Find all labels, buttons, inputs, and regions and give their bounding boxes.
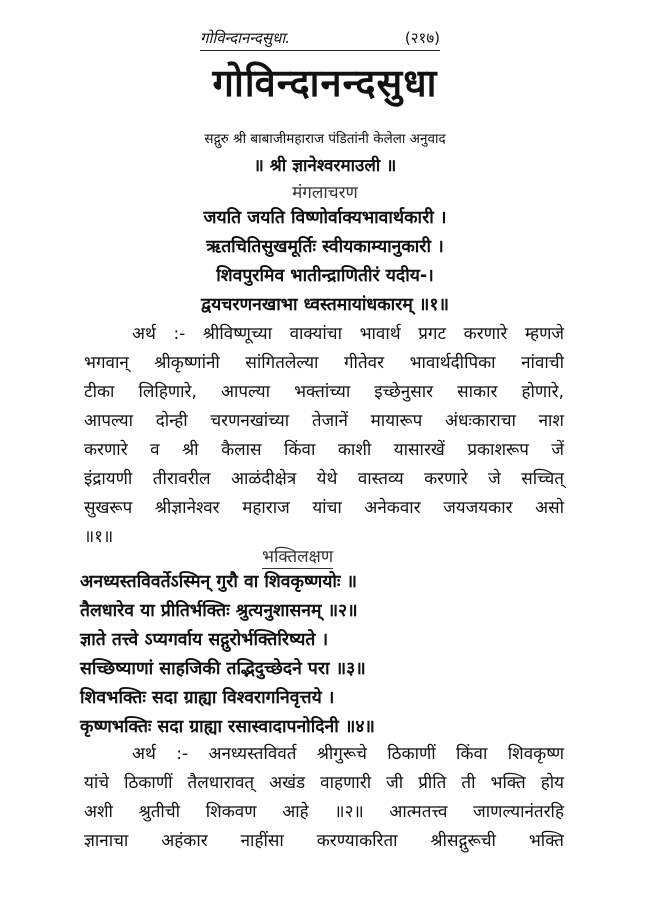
prose-line: करणारे व श्री कैलास किंवा काशी यासारखें प्रकाशरूप जें: [84, 440, 564, 460]
verse-line: द्वयचरणनखाभा ध्वस्तमायांधकारम् ॥१॥: [201, 295, 449, 315]
verse-line: ऋतचितिसुखमूर्तिः स्वीयकाम्यानुकारी ।: [206, 237, 444, 257]
verse-line: तैलधारेव या प्रीतिर्भक्तिः श्रुत्यनुशासनम् ॥२॥: [80, 601, 358, 621]
bhaktilakshan-verses: [80, 568, 580, 742]
verse-line: शिवपुरमिव भातीन्द्राणितीरं यदीय-।: [216, 266, 434, 286]
mangalacharan-heading: मंगलाचरण: [292, 183, 358, 203]
running-head-title: गोविन्दानन्दसुधा.: [200, 29, 290, 47]
prose-line: ॥१॥: [84, 527, 114, 547]
prose-line: आपल्या दोन्ही चरणनखांच्या तेजानें मायारूप अंधःकाराचा नाश: [84, 411, 564, 431]
invocation: ॥ श्री ज्ञानेश्वरमाउली ॥: [253, 156, 397, 176]
page-number: (२१७): [404, 29, 440, 47]
prose-line: इंद्रायणी तीरावरील आळंदीक्षेत्र येथे वास्तव्य करणारे जे सच्चित्: [84, 469, 564, 489]
running-head: [200, 28, 440, 51]
prose-line: अशी श्रुतीची शिकवण आहे ॥२॥ आत्मतत्त्व जाणल्यानंतरहि: [84, 802, 564, 822]
prose-line: टीका लिहिणारे, आपल्या भक्तांच्या इच्छेनुसार साकार होणारे,: [84, 382, 564, 402]
verse-line: कृष्णभक्तिः सदा ग्राह्या रसास्वादापनोदिनी ॥४॥: [80, 717, 375, 737]
verse-line: सच्छिष्याणां साहजिकी तद्भिदुच्छेदने परा ॥३॥: [80, 659, 366, 679]
prose-line: सुखरूप श्रीज्ञानेश्वर महाराज यांचा अनेकवार जयजयकार असो: [84, 498, 564, 518]
prose-line: भगवान् श्रीकृष्णांनी सांगितलेल्या गीतेवर भावार्थदीपिका नांवाची: [84, 353, 564, 373]
prose-line: ज्ञानाचा अहंकार नाहींसा करण्याकरिता श्रीसद्गुरूची भक्ति: [84, 831, 564, 851]
bhaktilakshan-heading: भक्तिलक्षण: [262, 544, 333, 569]
prose-line: यांचे ठिकाणीं तैलधारावत् अखंड वाहणारी जी प्रीति ती भक्ति होय: [84, 773, 564, 793]
subtitle: सद्गुरु श्री बाबाजीमहाराज पंडितांनी केलेला अनुवाद: [204, 131, 446, 147]
verse-line: अनध्यस्तविवर्तेऽस्मिन् गुरौ वा शिवकृष्णयोः ॥: [80, 572, 358, 592]
verse-line: जयति जयति विष्णोर्वाक्यभावार्थकारी ।: [203, 208, 447, 228]
prose-line: अर्थ :- श्रीविष्णूच्या वाक्यांचा भावार्थ प्रगट करणारे म्हणजे: [132, 324, 564, 344]
verse-line: ज्ञाते तत्त्वे ऽप्यगर्वाय सद्गुरोर्भक्तिरिष्यते ।: [80, 630, 329, 650]
page-title: गोविन्दानन्दसुधा: [212, 61, 438, 105]
prose-line: अर्थ :- अनध्यस्तविवर्त श्रीगुरूचे ठिकाणीं किंवा शिवकृष्ण: [132, 744, 564, 764]
mangalacharan-verses: [0, 204, 650, 320]
mangalacharan-meaning: [84, 320, 564, 552]
verse-line: शिवभक्तिः सदा ग्राह्या विश्वरागनिवृत्तये ।: [80, 688, 335, 708]
bhaktilakshan-meaning: [84, 740, 564, 856]
